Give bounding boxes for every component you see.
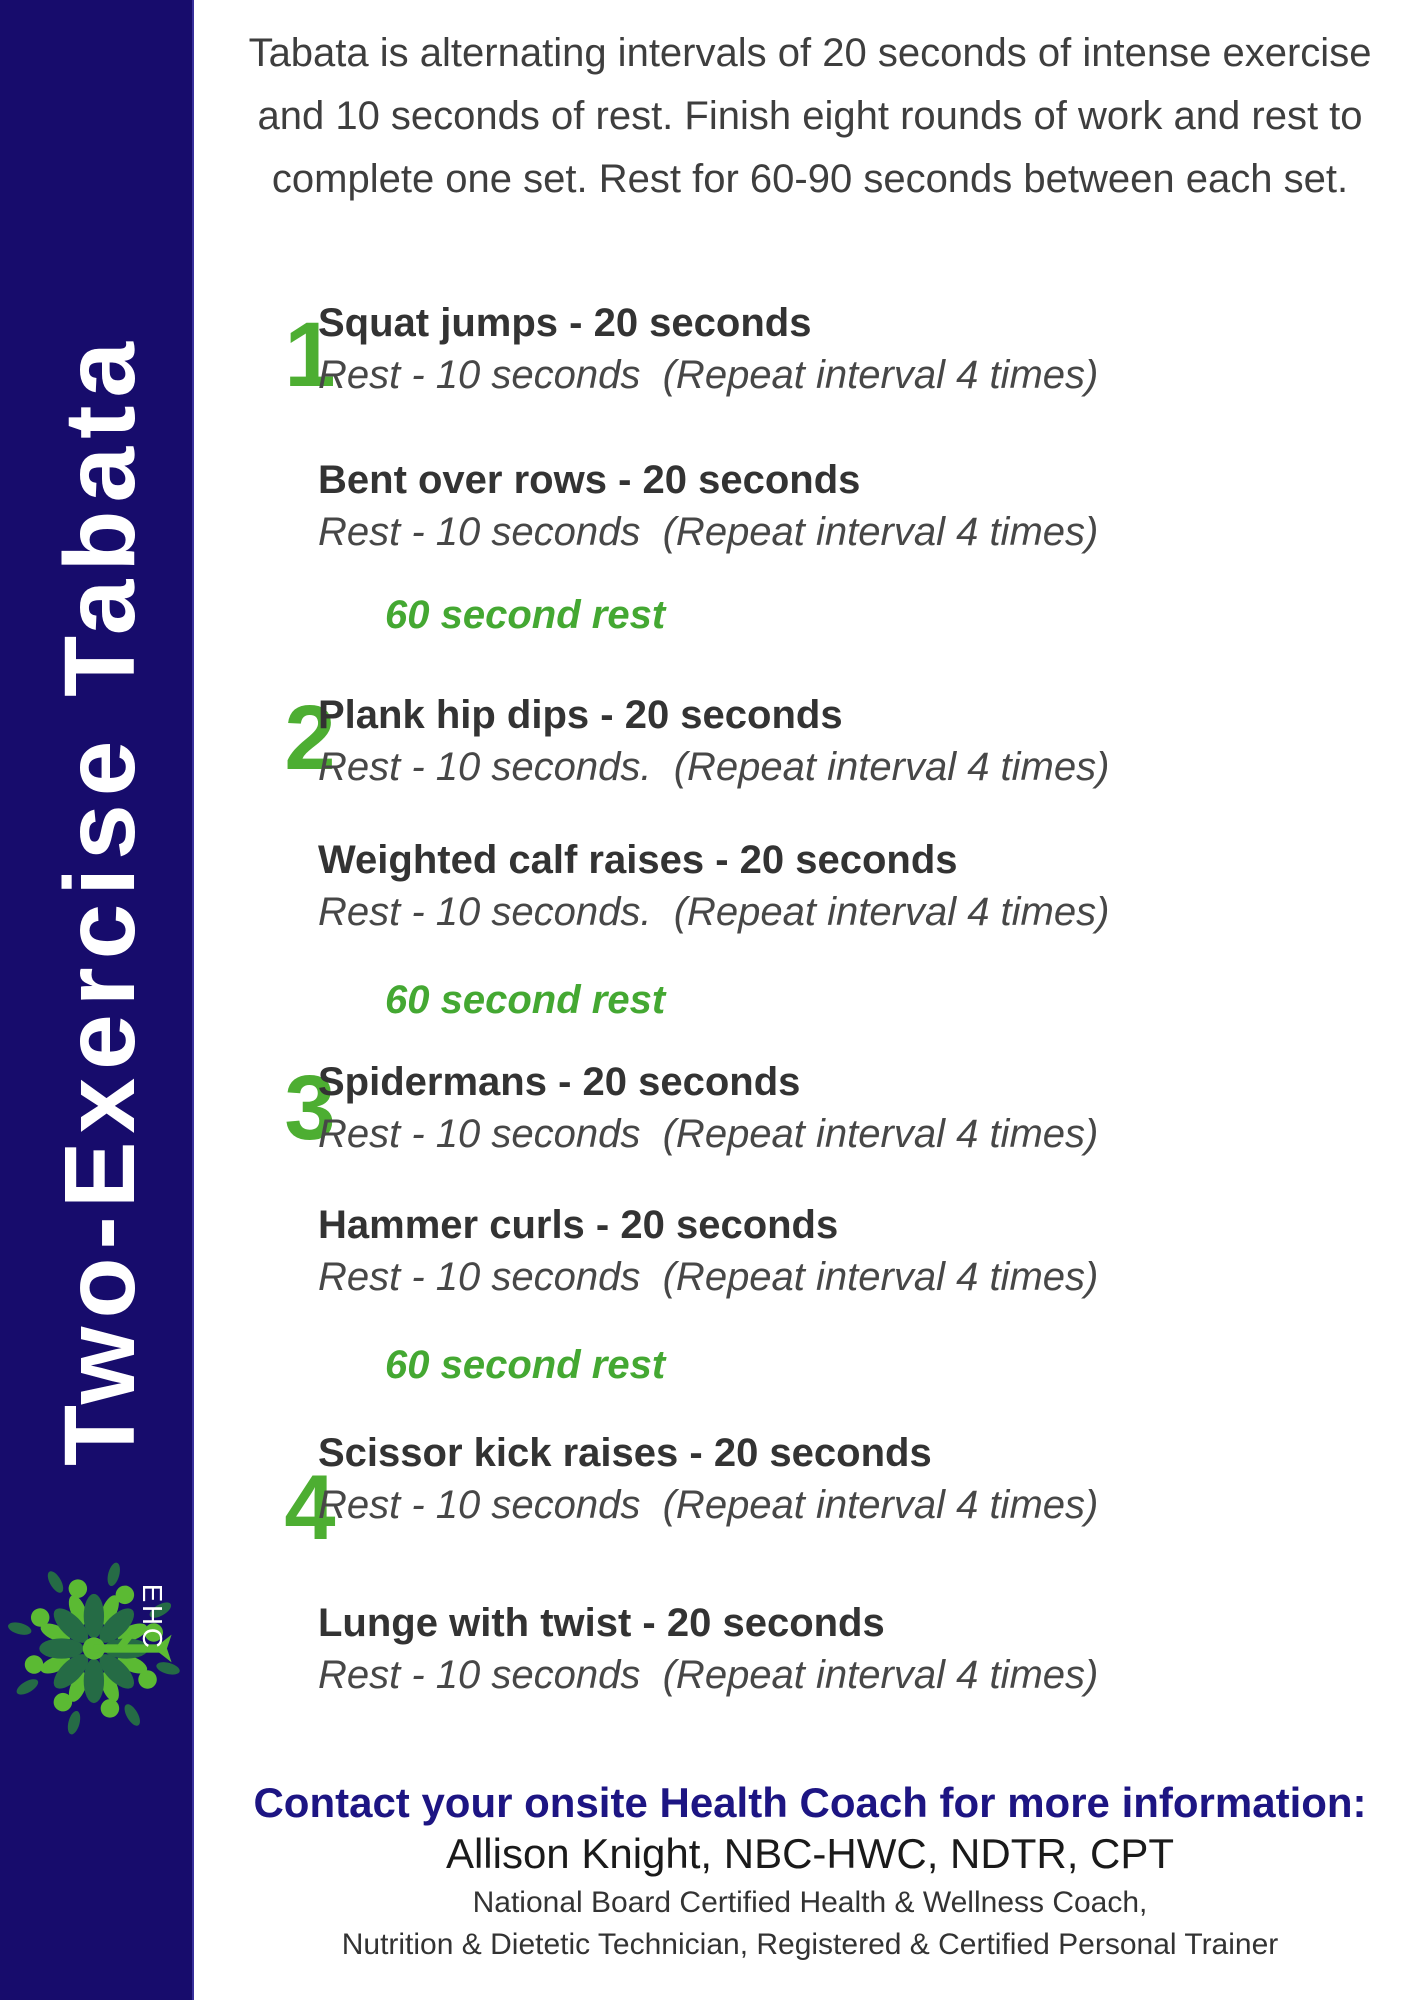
exercise-rest: Rest - 10 seconds (Repeat interval 4 times) [318,1483,1099,1527]
exercise-title: Weighted calf raises - 20 seconds [318,838,958,882]
exercise-block [318,1597,1398,1701]
ehc-tree-logo [6,1556,191,1741]
set-rest-note: 60 second rest [385,1343,666,1387]
intro-text: Tabata is alternating intervals of 20 seconds of intense exercise and 10 seconds of rest. Finish eight rounds of work and rest to complete one set. Rest for 60-90 seconds between each set. [248,31,1372,201]
exercise-title: Bent over rows - 20 seconds [318,458,861,502]
exercise-block [318,1199,1398,1303]
exercise-title: Lunge with twist - 20 seconds [318,1601,885,1645]
exercise-title: Scissor kick raises - 20 seconds [318,1431,932,1475]
exercise-block [318,1427,1398,1531]
set-number-4: 4 [284,1457,336,1559]
ehc-logo-text: EHC [136,1583,168,1651]
coach-credential-2: Nutrition & Dietetic Technician, Registered & Certified Personal Trainer [341,1928,1279,1961]
exercise-block [318,689,1398,793]
exercise-rest: Rest - 10 seconds (Repeat interval 4 times) [318,353,1099,397]
exercise-title: Spidermans - 20 seconds [318,1060,801,1104]
exercise-title: Squat jumps - 20 seconds [318,301,812,345]
exercise-block [318,1056,1398,1160]
exercise-rest: Rest - 10 seconds (Repeat interval 4 times) [318,1112,1099,1156]
exercise-rest: Rest - 10 seconds (Repeat interval 4 times) [318,510,1099,554]
exercise-block [318,834,1398,938]
exercise-rest: Rest - 10 seconds. (Repeat interval 4 times) [318,745,1110,789]
exercise-title: Hammer curls - 20 seconds [318,1203,839,1247]
set-number-3: 3 [284,1057,336,1159]
set-rest-note: 60 second rest [385,593,666,637]
contact-line: Contact your onsite Health Coach for more information: [253,1779,1367,1826]
sidebar [0,0,194,2000]
set-number-2: 2 [284,687,336,789]
set-number-1: 1 [284,304,336,406]
exercise-rest: Rest - 10 seconds (Repeat interval 4 times) [318,1653,1099,1697]
exercise-title: Plank hip dips - 20 seconds [318,693,843,737]
exercise-rest: Rest - 10 seconds. (Repeat interval 4 times) [318,890,1110,934]
exercise-rest: Rest - 10 seconds (Repeat interval 4 times) [318,1255,1099,1299]
exercise-block [318,454,1398,558]
coach-name: Allison Knight, NBC-HWC, NDTR, CPT [445,1830,1175,1877]
poster-title: Two-Exercise Tabata [43,334,156,1466]
content [192,0,1428,2000]
exercise-block [318,297,1398,401]
coach-credential-1: National Board Certified Health & Wellness Coach, [472,1886,1148,1919]
set-rest-note: 60 second rest [385,978,666,1022]
